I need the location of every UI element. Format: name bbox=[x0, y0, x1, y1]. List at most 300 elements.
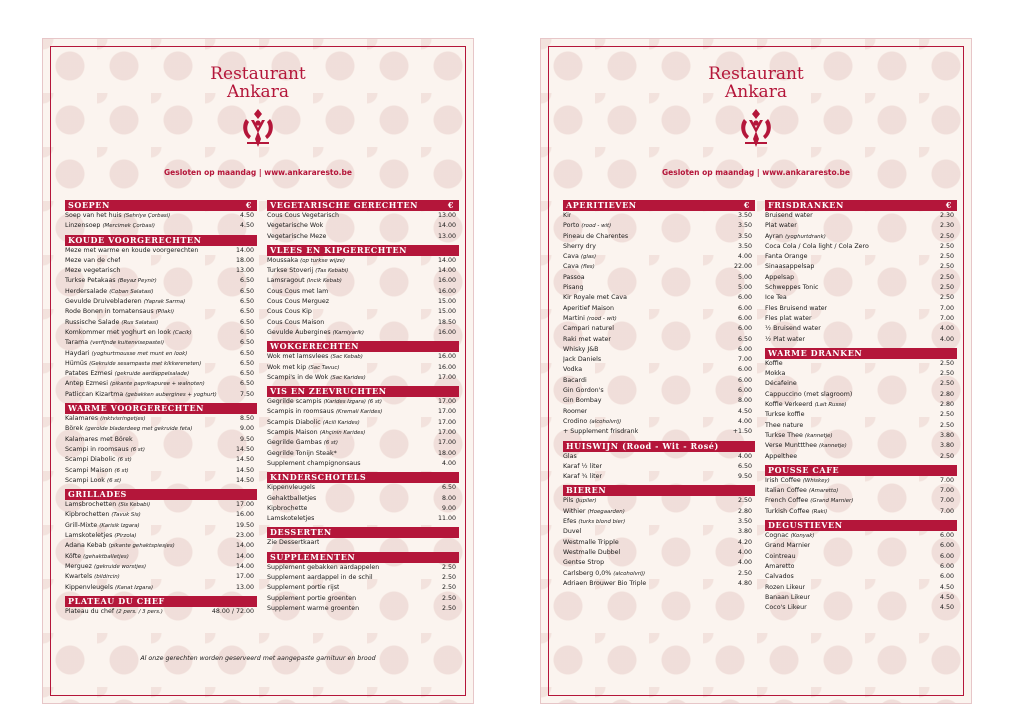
menu-item-name-group bbox=[65, 552, 129, 562]
menu-item-price: 22.00 bbox=[733, 263, 752, 271]
menu-item bbox=[65, 287, 257, 297]
menu-item bbox=[65, 246, 257, 256]
section-header bbox=[267, 245, 459, 256]
menu-item-subtitle: (Tavuk Sis) bbox=[111, 512, 141, 519]
menu-item bbox=[267, 297, 459, 307]
menu-item-price: 4.00 bbox=[939, 325, 954, 333]
menu-item-price: 3.80 bbox=[939, 442, 954, 450]
menu-item-name-group bbox=[65, 246, 198, 256]
menu-item-subtitle: (Pirzola) bbox=[114, 533, 137, 540]
menu-item-price: 3.80 bbox=[939, 431, 954, 439]
menu-item-name: Cappuccino (met slagroom) bbox=[765, 390, 853, 398]
menu-item-name-group bbox=[765, 273, 794, 283]
menu-item-name: Kipbrochetten bbox=[65, 511, 110, 519]
menu-item-name: Merguez bbox=[65, 562, 92, 570]
menu-item bbox=[65, 307, 257, 317]
menu-item-name-group bbox=[563, 365, 582, 375]
closing-info: Gesloten op maandag | www.ankararesto.be bbox=[164, 168, 352, 177]
menu-item bbox=[765, 421, 957, 431]
menu-item-price: 6.50 bbox=[239, 318, 254, 326]
menu-item-name: Fles plat water bbox=[765, 314, 812, 322]
menu-item bbox=[563, 345, 755, 355]
menu-item-name: Pisang bbox=[563, 284, 584, 292]
menu-item-name: Appelsap bbox=[765, 273, 795, 281]
menu-item-subtitle: (Rus Salatasi) bbox=[121, 319, 159, 326]
menu-item bbox=[765, 304, 957, 314]
section-supplementen bbox=[267, 552, 459, 614]
menu-item-name-group bbox=[267, 232, 326, 242]
menu-item bbox=[267, 483, 459, 493]
menu-item-name: Fles Bruisend water bbox=[765, 304, 828, 312]
menu-item-name-group bbox=[267, 297, 329, 307]
menu-item-price: 15.00 bbox=[437, 298, 456, 306]
menu-item-name: Haydari bbox=[65, 349, 90, 357]
menu-page-drinks bbox=[540, 38, 972, 704]
menu-item-price: 18.00 bbox=[437, 449, 456, 457]
menu-item bbox=[563, 283, 755, 293]
menu-item-name-group bbox=[563, 417, 621, 427]
menu-item-subtitle: (fles) bbox=[580, 264, 595, 271]
menu-item bbox=[563, 558, 755, 568]
menu-item-name-group bbox=[765, 293, 787, 303]
menu-item bbox=[765, 507, 957, 517]
menu-item-price: 2.80 bbox=[939, 401, 954, 409]
menu-item-price: 3.50 bbox=[737, 242, 752, 250]
menu-item-price: 6.50 bbox=[239, 298, 254, 306]
section-title: BIEREN bbox=[566, 485, 607, 496]
menu-item-subtitle: (gekruide worstjes) bbox=[93, 563, 147, 570]
menu-item-name-group bbox=[267, 287, 328, 297]
menu-item-price: 23.00 bbox=[235, 532, 254, 540]
menu-item-name: Cointreau bbox=[765, 552, 796, 560]
menu-item-name: Raki met water bbox=[563, 335, 611, 343]
menu-item-name-group bbox=[563, 221, 611, 231]
menu-item-name: Lamskoteletjes bbox=[65, 532, 113, 540]
menu-item bbox=[267, 407, 459, 417]
section-title: WARME DRANKEN bbox=[768, 347, 863, 358]
menu-item-name-group bbox=[65, 466, 129, 476]
menu-item-price: 8.00 bbox=[441, 494, 456, 502]
menu-item-price: 2.50 bbox=[939, 273, 954, 281]
menu-item bbox=[65, 349, 257, 359]
menu-item-price: 6.00 bbox=[737, 387, 752, 395]
menu-item-price: 9.00 bbox=[239, 425, 254, 433]
menu-item bbox=[563, 538, 755, 548]
menu-item-subtitle: (Whiskey) bbox=[802, 477, 830, 484]
menu-item bbox=[267, 373, 459, 383]
menu-item bbox=[563, 462, 755, 472]
menu-item-name-group bbox=[563, 335, 611, 345]
menu-item-name-group bbox=[765, 552, 796, 562]
menu-item bbox=[563, 386, 755, 396]
menu-item bbox=[563, 452, 755, 462]
menu-item-price: 2.30 bbox=[939, 222, 954, 230]
menu-item-name: Komkommer met yoghurt en look bbox=[65, 328, 171, 336]
section-header bbox=[267, 386, 459, 397]
menu-item bbox=[563, 355, 755, 365]
menu-item-subtitle: (2 pers. / 3 pers.) bbox=[116, 608, 163, 615]
menu-item-price: 18.50 bbox=[437, 318, 456, 326]
section-header bbox=[65, 235, 257, 246]
menu-item bbox=[765, 476, 957, 486]
menu-item-name: Plat water bbox=[765, 222, 797, 230]
menu-item-name: Patates Ezmesi bbox=[65, 370, 113, 378]
menu-item-price: 5.00 bbox=[737, 284, 752, 292]
menu-item-price: 13.00 bbox=[437, 232, 456, 240]
menu-item-name-group bbox=[563, 517, 625, 527]
section-header bbox=[267, 527, 459, 538]
menu-item-price: 14.00 bbox=[235, 246, 254, 254]
menu-item-subtitle: (Beyaz Peynir) bbox=[117, 278, 157, 285]
menu-item-name-group bbox=[563, 211, 571, 221]
menu-item-name: Gin Bombay bbox=[563, 397, 602, 405]
menu-item bbox=[765, 552, 957, 562]
menu-item-name: Roomer bbox=[563, 407, 588, 415]
menu-item-price: 13.00 bbox=[437, 212, 456, 219]
menu-item-name-group bbox=[267, 266, 348, 276]
menu-item-name-group bbox=[563, 496, 597, 506]
menu-item-name: Cous Cous Maison bbox=[267, 318, 325, 326]
menu-item-price: 3.50 bbox=[737, 518, 752, 526]
menu-item-name-group bbox=[765, 496, 853, 506]
menu-item-price: 16.00 bbox=[437, 287, 456, 295]
menu-item-name: Tarama bbox=[65, 339, 89, 347]
menu-item-name-group bbox=[267, 407, 382, 417]
menu-item-price: 4.00 bbox=[737, 452, 752, 460]
restaurant-title: Restaurant Ankara bbox=[210, 64, 306, 102]
menu-item-name-group bbox=[267, 573, 373, 583]
menu-item-name: Scampis Diabolic bbox=[267, 418, 321, 426]
menu-item-price: 4.00 bbox=[737, 559, 752, 567]
menu-item-name-group bbox=[563, 304, 614, 314]
menu-item-subtitle: (Sac Kebab) bbox=[330, 354, 363, 361]
menu-item-price: 13.00 bbox=[235, 267, 254, 275]
menu-item-name-group bbox=[563, 376, 587, 386]
menu-item-name-group bbox=[65, 572, 120, 582]
menu-item-name: Bacardi bbox=[563, 376, 587, 384]
menu-item-name: Gehaktballetjes bbox=[267, 494, 317, 502]
menu-item-price: 9.50 bbox=[737, 473, 752, 481]
menu-item-subtitle: (kannetje) bbox=[804, 432, 833, 439]
menu-item-price: 4.50 bbox=[239, 222, 254, 230]
menu-item-name: Kir bbox=[563, 212, 572, 219]
menu-item bbox=[65, 390, 257, 400]
menu-item-name: Efes bbox=[563, 518, 577, 526]
menu-item-name-group bbox=[765, 283, 818, 293]
menu-item-subtitle: (op turkse wijze) bbox=[300, 257, 346, 264]
menu-item-name: Supplement gebakken aardappelen bbox=[267, 563, 380, 571]
menu-item-price: 3.80 bbox=[737, 528, 752, 536]
menu-item-name-group bbox=[765, 431, 833, 441]
menu-item-name-group bbox=[267, 428, 365, 438]
menu-item-price: 17.00 bbox=[235, 573, 254, 581]
menu-item-price: 2.50 bbox=[939, 253, 954, 261]
menu-item-name: + Supplement frisdrank bbox=[563, 428, 639, 436]
menu-item-name: Patliccan Kizartma bbox=[65, 390, 124, 398]
menu-page-food bbox=[42, 38, 474, 704]
menu-item-subtitle: (Sac Karides) bbox=[330, 374, 366, 381]
menu-item-name: Coco's Likeur bbox=[765, 604, 807, 612]
menu-item bbox=[765, 572, 957, 582]
section-header bbox=[267, 552, 459, 563]
menu-item-name-group bbox=[267, 504, 307, 514]
menu-item bbox=[563, 376, 755, 386]
menu-item-price: 6.00 bbox=[737, 304, 752, 312]
menu-item bbox=[765, 496, 957, 506]
menu-item bbox=[267, 504, 459, 514]
menu-item-subtitle: (Pilaki) bbox=[155, 309, 175, 316]
menu-item bbox=[65, 552, 257, 562]
menu-item-subtitle: (Incik Kebab) bbox=[306, 278, 342, 285]
menu-item-price: 4.50 bbox=[737, 407, 752, 415]
menu-item-name: Gegrilde Gambas bbox=[267, 439, 322, 447]
menu-item-name: Moussaka bbox=[267, 256, 299, 264]
menu-item-price: 16.00 bbox=[437, 353, 456, 361]
menu-item bbox=[267, 459, 459, 469]
menu-item bbox=[765, 593, 957, 603]
menu-item-name-group bbox=[65, 369, 189, 379]
menu-item-name: Kir Royale met Cava bbox=[563, 294, 627, 302]
menu-item-price: 7.00 bbox=[939, 304, 954, 312]
menu-item bbox=[765, 603, 957, 613]
menu-item-name-group bbox=[765, 211, 813, 221]
menu-item-name: Soep van het huis bbox=[65, 212, 122, 219]
menu-item bbox=[65, 572, 257, 582]
menu-item bbox=[765, 283, 957, 293]
menu-item-subtitle: (alcoholvrij) bbox=[613, 570, 646, 577]
menu-item-subtitle: (Cacik) bbox=[172, 329, 192, 336]
menu-item-name-group bbox=[765, 314, 812, 324]
menu-item-name-group bbox=[65, 318, 159, 328]
menu-item-name-group bbox=[563, 472, 602, 482]
menu-item-subtitle: (Ahçinin Karides) bbox=[319, 430, 366, 437]
menu-item-price: 6.00 bbox=[939, 532, 954, 540]
column-right bbox=[765, 197, 957, 613]
menu-item-name-group bbox=[563, 462, 602, 472]
menu-item bbox=[267, 418, 459, 428]
menu-item-subtitle: (verfijnde kuitenvisepastei) bbox=[90, 340, 165, 347]
menu-item bbox=[563, 252, 755, 262]
restaurant-emblem-icon bbox=[737, 105, 775, 149]
menu-item-price: 8.00 bbox=[737, 397, 752, 405]
menu-item-name: Scampi Look bbox=[65, 476, 105, 484]
section-header bbox=[765, 520, 957, 531]
menu-item bbox=[267, 211, 459, 221]
menu-item-name: Supplement aardappel in de schil bbox=[267, 574, 373, 582]
menu-item-name-group bbox=[563, 527, 581, 537]
menu-item-name-group bbox=[765, 252, 808, 262]
section-title: WOKGERECHTEN bbox=[270, 341, 360, 352]
menu-item-price: 14.00 bbox=[437, 222, 456, 230]
menu-item-subtitle: (bildircin) bbox=[94, 574, 120, 581]
menu-item-price: 16.00 bbox=[437, 363, 456, 371]
menu-item-name: Duvel bbox=[563, 528, 582, 536]
menu-item-subtitle: (Raki) bbox=[811, 508, 828, 515]
menu-item-price: 14.00 bbox=[437, 256, 456, 264]
menu-item bbox=[267, 363, 459, 373]
menu-item-price: 2.50 bbox=[939, 359, 954, 367]
menu-item bbox=[563, 221, 755, 231]
section-header bbox=[563, 441, 755, 452]
menu-item bbox=[765, 324, 957, 334]
menu-item-name-group bbox=[765, 379, 797, 389]
menu-item-subtitle: (Lait Russe) bbox=[814, 402, 847, 409]
menu-item-name-group bbox=[765, 221, 797, 231]
menu-item-name: Amaretto bbox=[765, 562, 795, 570]
menu-item-price: 17.00 bbox=[437, 408, 456, 416]
menu-item-price: 17.00 bbox=[437, 373, 456, 381]
menu-item-name-group bbox=[65, 435, 133, 445]
menu-item-subtitle: (6 st) bbox=[114, 467, 129, 474]
menu-item-name: Gentse Strop bbox=[563, 559, 605, 567]
menu-item-subtitle: (6 st) bbox=[106, 477, 122, 484]
menu-item bbox=[267, 514, 459, 524]
menu-item-subtitle: (kannetje) bbox=[819, 443, 847, 450]
menu-item bbox=[765, 232, 957, 242]
menu-item-price: 2.50 bbox=[441, 594, 456, 602]
menu-item-name: Wok met kip bbox=[267, 363, 307, 371]
section-header bbox=[765, 200, 957, 211]
menu-item-subtitle: (Kremali Karides) bbox=[335, 409, 383, 416]
menu-item-name-group bbox=[765, 441, 847, 451]
menu-item-price: 14.00 bbox=[235, 552, 254, 560]
menu-item-price: 2.50 bbox=[939, 263, 954, 271]
footer-note: Al onze gerechten worden geserveerd met aangepaste garnituur en brood bbox=[140, 655, 376, 662]
menu-item bbox=[563, 232, 755, 242]
menu-item-name: ½ Plat water bbox=[765, 335, 805, 343]
menu-item-price: 16.00 bbox=[437, 277, 456, 285]
menu-item-name-group bbox=[765, 359, 783, 369]
menu-item-name: Whisky J&B bbox=[563, 345, 599, 353]
website-link: www.ankararesto.be bbox=[762, 168, 850, 177]
menu-item bbox=[65, 445, 257, 455]
menu-item-name: Campari naturel bbox=[563, 325, 614, 333]
menu-item-name: Gegrilde scampis bbox=[267, 398, 322, 406]
menu-item-subtitle: (gebakken aubergines + yoghurt) bbox=[125, 391, 217, 398]
menu-item-subtitle: (yoghurtdrank) bbox=[785, 233, 826, 240]
menu-item-name: Cous Cous met lam bbox=[267, 287, 329, 295]
section-desserten bbox=[267, 527, 459, 548]
menu-item-name: Adana Kebab bbox=[65, 542, 107, 550]
menu-item bbox=[563, 496, 755, 506]
menu-item-price: 3.50 bbox=[737, 212, 752, 219]
menu-item bbox=[65, 562, 257, 572]
menu-item-price: 2.50 bbox=[441, 584, 456, 592]
menu-item-name-group bbox=[267, 449, 337, 459]
menu-item-price: 17.00 bbox=[437, 398, 456, 406]
menu-item-name: Turkse Thee bbox=[765, 431, 803, 439]
section-vegetarische-gerechten bbox=[267, 200, 459, 242]
section-bieren bbox=[563, 485, 755, 589]
menu-item-subtitle: (Sac Tavuc) bbox=[308, 364, 340, 371]
menu-item-name-group bbox=[65, 287, 154, 297]
menu-item-name-group bbox=[563, 452, 577, 462]
menu-item-subtitle: (Sis Kebabi) bbox=[118, 502, 151, 509]
menu-item-subtitle: (gekruide aardappelsalade) bbox=[114, 371, 190, 378]
menu-item-name-group bbox=[563, 569, 645, 579]
menu-item bbox=[563, 262, 755, 272]
menu-item-name-group bbox=[267, 538, 319, 548]
menu-item bbox=[563, 293, 755, 303]
menu-item bbox=[65, 276, 257, 286]
menu-item bbox=[563, 417, 755, 427]
menu-item-price: 14.50 bbox=[235, 456, 254, 464]
menu-item bbox=[267, 328, 459, 338]
menu-item-price: 18.00 bbox=[235, 256, 254, 264]
menu-item bbox=[765, 390, 957, 400]
menu-item-price: 9.50 bbox=[239, 435, 254, 443]
menu-item bbox=[563, 273, 755, 283]
menu-item-name: Meze van de chef bbox=[65, 256, 121, 264]
menu-item-name: Cognac bbox=[765, 532, 789, 540]
menu-item-name: ½ Bruisend water bbox=[765, 325, 821, 333]
section-title: HUISWIJN (Rood - Wit - Rosé) bbox=[566, 440, 719, 451]
menu-item-name: Banaan Likeur bbox=[765, 593, 811, 601]
menu-item-name: Fanta Orange bbox=[765, 253, 808, 261]
menu-item-price: 9.00 bbox=[441, 504, 456, 512]
menu-item-name-group bbox=[563, 252, 596, 262]
menu-item-name-group bbox=[65, 349, 187, 359]
menu-item-name-group bbox=[563, 283, 584, 293]
menu-item bbox=[65, 328, 257, 338]
menu-item-name: Scampis Maison bbox=[267, 429, 318, 437]
menu-item-name-group bbox=[765, 531, 814, 541]
menu-item-subtitle: (Coban Salatasi) bbox=[109, 288, 154, 295]
menu-item bbox=[65, 466, 257, 476]
menu-item-name-group bbox=[765, 476, 830, 486]
section-title: PLATEAU DU CHEF bbox=[68, 595, 165, 606]
menu-item bbox=[267, 428, 459, 438]
menu-item-name-group bbox=[267, 604, 359, 614]
menu-item bbox=[765, 562, 957, 572]
menu-item-name-group bbox=[765, 324, 821, 334]
menu-item bbox=[65, 297, 257, 307]
menu-item-price: 2.50 bbox=[441, 574, 456, 582]
menu-item-name: Kalamares bbox=[65, 415, 99, 423]
menu-item-name: Mokka bbox=[765, 370, 786, 378]
menu-item-name-group bbox=[267, 276, 342, 286]
menu-item-name-group bbox=[267, 363, 339, 373]
menu-item-name: Calvados bbox=[765, 573, 794, 581]
menu-item-price: 6.50 bbox=[239, 287, 254, 295]
menu-item-name-group bbox=[65, 328, 192, 338]
menu-item-price: 6.00 bbox=[939, 562, 954, 570]
menu-item-price: 14.50 bbox=[235, 476, 254, 484]
section-header bbox=[267, 472, 459, 483]
section-title: DEGUSTIEVEN bbox=[768, 520, 843, 531]
menu-item-subtitle: (6 st) bbox=[323, 440, 339, 447]
menu-item-name-group bbox=[563, 262, 595, 272]
menu-item-name: Gegrilde Tonijn Steak* bbox=[267, 449, 337, 457]
menu-item-price: 2.50 bbox=[939, 242, 954, 250]
menu-item bbox=[267, 307, 459, 317]
menu-item-name-group bbox=[267, 563, 379, 573]
menu-item-name-group bbox=[765, 242, 869, 252]
menu-item-name: Bruisend water bbox=[765, 212, 813, 219]
menu-item-price: 14.50 bbox=[235, 445, 254, 453]
menu-item bbox=[65, 338, 257, 348]
section-header bbox=[65, 596, 257, 607]
menu-item-name: Kippenvleugels bbox=[267, 484, 315, 492]
section-header bbox=[267, 200, 459, 211]
menu-item-name-group bbox=[267, 594, 356, 604]
menu-item-name-group bbox=[765, 593, 810, 603]
section-header bbox=[65, 403, 257, 414]
menu-item-price: 13.00 bbox=[235, 583, 254, 591]
menu-item-name-group bbox=[267, 397, 382, 407]
menu-item bbox=[563, 365, 755, 375]
menu-item bbox=[65, 424, 257, 434]
